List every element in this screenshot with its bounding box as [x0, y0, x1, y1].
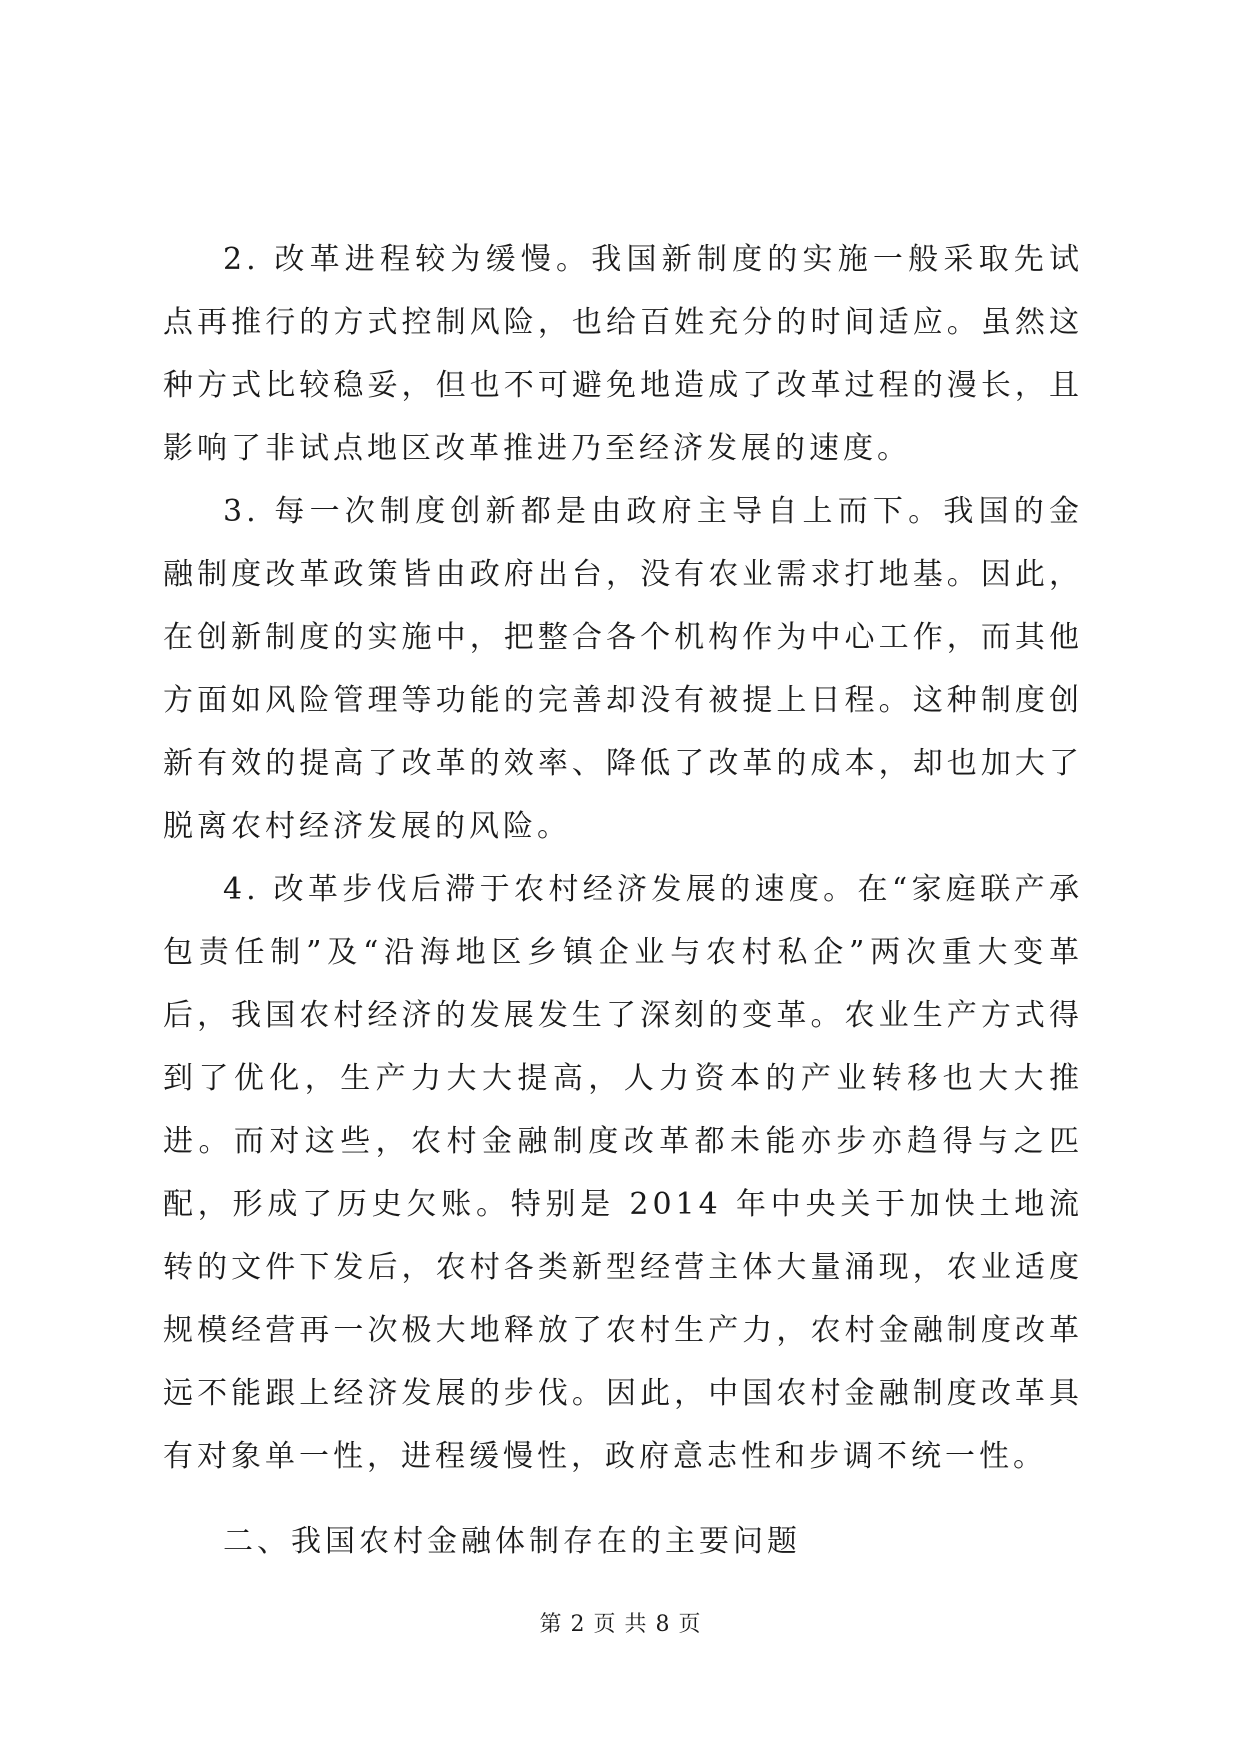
paragraph-2: 2. 改革进程较为缓慢。我国新制度的实施一般采取先试点再推行的方式控制风险，也给百姓充分的时间适应。虽然这种方式比较稳妥，但也不可避免地造成了改革过程的漫长，且影响了非试点地区改革推进乃至经济发展的速度。: [163, 242, 1083, 466]
paragraph-4: 4. 改革步伐后滞于农村经济发展的速度。在“家庭联产承包责任制”及“沿海地区乡镇企业与农村私企”两次重大变革后，我国农村经济的发展发生了深刻的变革。农业生产方式得到了优化，生产力大大提高，人力资本的产业转移也大大推进。而对这些，农村金融制度改革都未能亦步亦趋得与之匹配，形成了历史欠账。特别是 2014 年中央关于加快土地流转的文件下发后，农村各类新型经营主体大量涌现，农业适度规模经营再一次极大地释放了农村生产力，农村金融制度改革远不能跟上经济发展的步伐。因此，中国农村金融制度改革具有对象单一性，进程缓慢性，政府意志性和步调不统一性。: [163, 872, 1083, 1474]
paragraph-3: 3. 每一次制度创新都是由政府主导自上而下。我国的金融制度改革政策皆由政府出台，没有农业需求打地基。因此，在创新制度的实施中，把整合各个机构作为中心工作，而其他方面如风险管理等功能的完善却没有被提上日程。这种制度创新有效的提高了改革的效率、降低了改革的成本，却也加大了脱离农村经济发展的风险。: [163, 494, 1083, 844]
document-body: [163, 228, 1083, 1573]
page-footer: 第 2 页 共 8 页: [539, 1612, 702, 1637]
section-heading: 二、我国农村金融体制存在的主要问题: [223, 1524, 801, 1559]
